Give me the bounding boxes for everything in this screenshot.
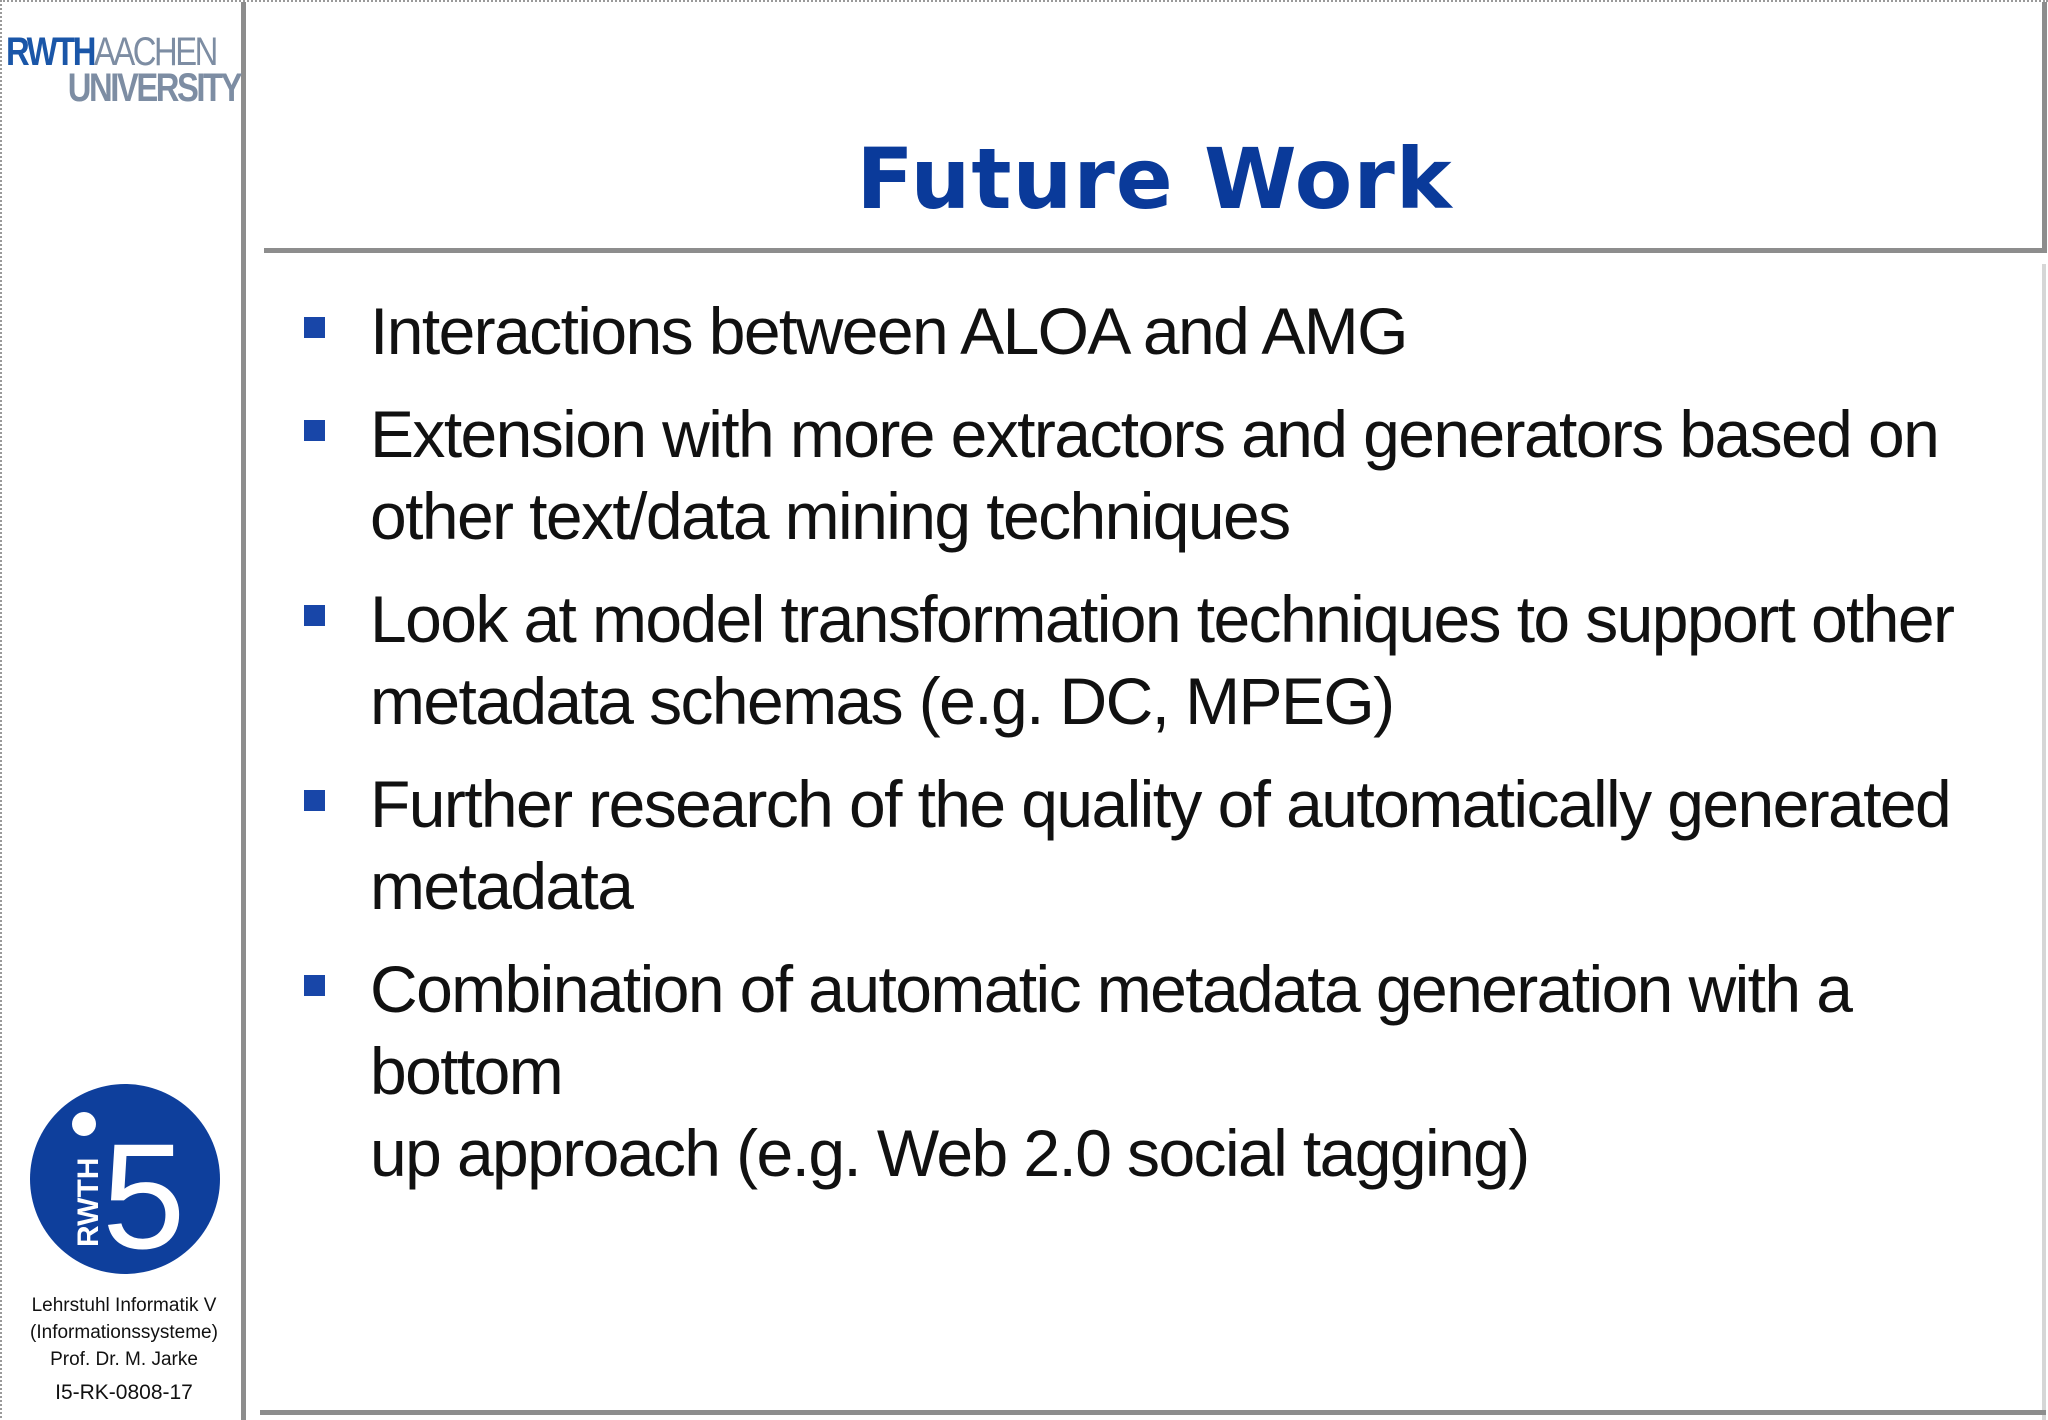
chair-name: Lehrstuhl Informatik V xyxy=(31,1295,217,1316)
chair-professor: Prof. Dr. M. Jarke xyxy=(50,1349,198,1370)
bullet-square-icon xyxy=(304,605,325,626)
bullet-text: Look at model transformation techniques to support other metadata schemas (e.g. DC, MPEG) xyxy=(370,582,1954,738)
rwth-aachen-logo xyxy=(6,30,242,110)
right-border-upper xyxy=(2042,2,2047,253)
logo-aachen-text: AACHEN xyxy=(93,30,216,74)
bottom-border xyxy=(260,1410,2046,1415)
bullet-item xyxy=(302,578,2022,742)
bullet-item xyxy=(302,393,2022,557)
right-border-lower xyxy=(2042,264,2046,1420)
i5-logo-rwth-text: RWTH xyxy=(72,1157,105,1247)
logo-university-text: UNIVERSITY xyxy=(67,66,240,110)
sidebar xyxy=(2,2,246,1420)
bullet-text: Further research of the quality of automatically generated metadata xyxy=(370,767,1951,923)
slide-id: I5-RK-0808-17 xyxy=(55,1381,193,1404)
bullet-item xyxy=(302,948,2022,1194)
bullet-list xyxy=(302,290,2022,1215)
chair-subtitle: (Informationssysteme) xyxy=(30,1322,218,1343)
bullet-square-icon xyxy=(304,790,325,811)
bullet-item xyxy=(302,290,2022,372)
bullet-text: Extension with more extractors and generators based on other text/data mining techniques xyxy=(370,397,1939,553)
slide-title: Future Work xyxy=(856,130,1453,228)
bullet-square-icon xyxy=(304,317,325,338)
bullet-text: Interactions between ALOA and AMG xyxy=(370,294,1407,368)
bullet-square-icon xyxy=(304,420,325,441)
logo-rwth-text: RWTH xyxy=(6,30,94,74)
bullet-square-icon xyxy=(304,975,325,996)
bullet-item xyxy=(302,763,2022,927)
title-divider xyxy=(264,248,2046,253)
i5-logo-icon xyxy=(28,1082,222,1276)
chair-info xyxy=(2,1292,246,1406)
bullet-text: Combination of automatic metadata generation with a bottom up approach (e.g. Web 2.0 social tagging) xyxy=(370,952,1852,1190)
title-area xyxy=(246,2,2048,252)
i5-logo-number: 5 xyxy=(102,1112,186,1276)
